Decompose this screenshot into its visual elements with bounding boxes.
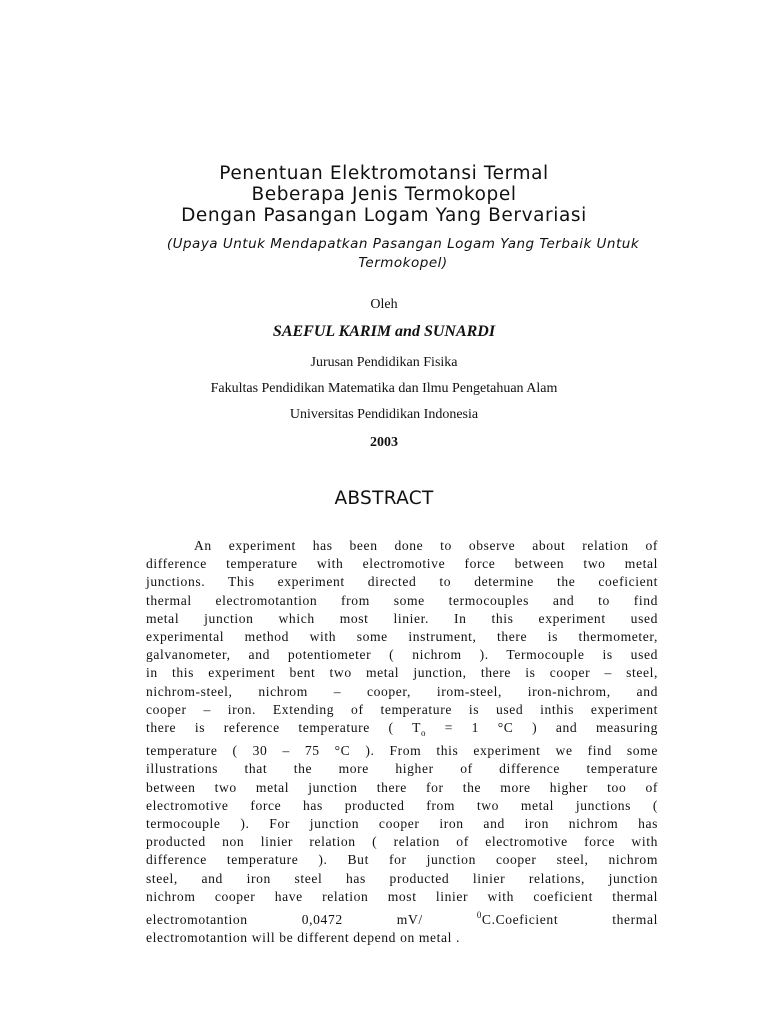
- abstract-line: thermal electromotantion from some termocouples and to find: [146, 592, 658, 608]
- abstract-line: difference temperature with electromotive force between two metal: [146, 556, 658, 572]
- title-line: Penentuan Elektromotansi Termal: [219, 163, 549, 184]
- publication-year: 2003: [370, 435, 398, 450]
- paper-subtitle: [140, 235, 666, 273]
- abstract-line: metal junction which most linier. In this experiment used: [146, 610, 658, 626]
- abstract-line: difference temperature ). But for junction cooper steel, nichrom: [146, 852, 658, 868]
- abstract-text-fragment: electromotantion 0,0472 mV/: [146, 912, 477, 928]
- title-line: Dengan Pasangan Logam Yang Bervariasi: [181, 205, 587, 226]
- abstract-line: producted non linier relation ( relation of electromotive force with: [146, 834, 658, 850]
- abstract-text-fragment: = 1 °C ) and measuring: [426, 720, 659, 736]
- superscript: 0: [476, 910, 482, 921]
- abstract-line: An experiment has been done to observe about relation of: [194, 538, 658, 553]
- abstract-line: experimental method with some instrument, there is thermometer,: [146, 629, 658, 645]
- authors: SAEFUL KARIM and SUNARDI: [272, 323, 496, 340]
- abstract-line: illustrations that the more higher of difference temperature: [146, 761, 658, 777]
- abstract-line: in this experiment bent two metal junction, there is cooper – steel,: [146, 665, 658, 681]
- abstract-line: cooper – iron. Extending of temperature is used inthis experiment: [146, 701, 658, 717]
- subscript: o: [420, 728, 427, 739]
- subtitle-line: Termokopel): [358, 255, 448, 271]
- abstract-text-fragment: C.Coeficient thermal: [481, 912, 658, 928]
- abstract-line: electromotive force has producted from two metal junctions (: [146, 797, 658, 813]
- abstract-text-fragment: there is reference temperature ( T: [146, 720, 421, 736]
- abstract-line: between two metal junction there for the more higher too of: [146, 779, 658, 795]
- abstract-line: temperature ( 30 – 75 °C ). From this experiment we find some: [146, 743, 658, 759]
- abstract-heading: ABSTRACT: [334, 488, 434, 509]
- abstract-line: steel, and iron steel has producted linier relations, junction: [146, 870, 658, 886]
- abstract-line: galvanometer, and potentiometer ( nichrom ). Termocouple is used: [146, 647, 658, 663]
- abstract-line: [146, 906, 658, 929]
- title-line: Beberapa Jenis Termokopel: [251, 184, 517, 205]
- abstract-line: electromotantion will be different depend on metal .: [146, 930, 461, 946]
- abstract-line: nichrom-steel, nichrom – cooper, irom-steel, iron-nichrom, and: [146, 683, 658, 699]
- abstract-text: [146, 537, 658, 947]
- university: Universitas Pendidikan Indonesia: [289, 407, 479, 422]
- department: Jurusan Pendidikan Fisika: [310, 355, 458, 370]
- subtitle-line: (Upaya Untuk Mendapatkan Pasangan Logam Yang Terbaik Untuk: [166, 236, 640, 252]
- abstract-line: nichrom cooper have relation most linier with coeficient thermal: [146, 888, 658, 904]
- abstract-line: [146, 719, 658, 742]
- byline: Oleh: [370, 297, 398, 312]
- abstract-line: termocouple ). For junction cooper iron and iron nichrom has: [146, 816, 658, 832]
- paper-title: [0, 163, 768, 226]
- abstract-line: junctions. This experiment directed to determine the coeficient: [146, 574, 658, 590]
- faculty: Fakultas Pendidikan Matematika dan Ilmu Pengetahuan Alam: [210, 381, 558, 396]
